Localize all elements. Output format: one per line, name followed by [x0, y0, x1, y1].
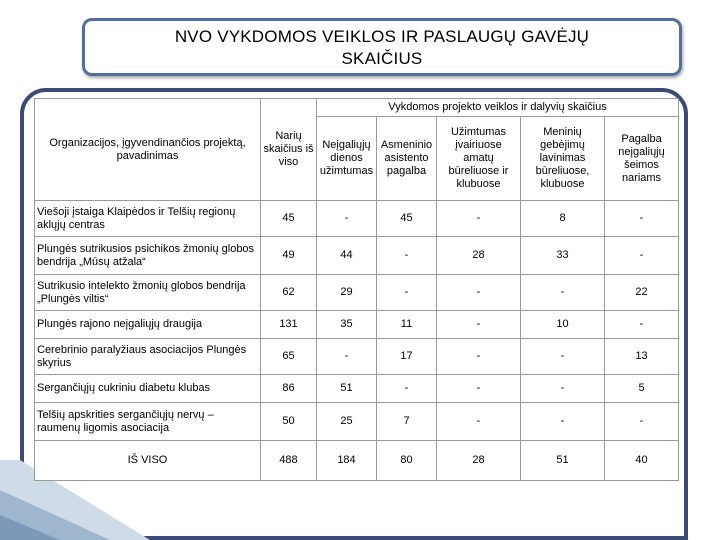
value-cell: 25	[317, 403, 377, 441]
value-cell: -	[437, 201, 521, 237]
value-cell: 29	[317, 275, 377, 311]
header-activities-group: Vykdomos projekto veiklos ir dalyvių skaičius	[317, 99, 679, 117]
value-cell: 65	[261, 339, 317, 375]
value-cell: -	[521, 375, 605, 403]
value-cell: 86	[261, 375, 317, 403]
value-cell: 10	[521, 311, 605, 339]
table-row	[35, 339, 679, 375]
header-total-members: Narių skaičius iš viso	[261, 99, 317, 201]
organization-name: Plungės rajono neįgaliųjų draugija	[35, 311, 261, 339]
value-cell: -	[317, 339, 377, 375]
organization-name: Cerebrinio paralyžiaus asociacijos Plungės skyrius	[35, 339, 261, 375]
value-cell: 45	[377, 201, 437, 237]
organization-name: Telšių apskrities sergančiųjų nervų – raumenų ligomis asociacija	[35, 403, 261, 441]
total-label: IŠ VISO	[35, 441, 261, 481]
value-cell: 50	[261, 403, 317, 441]
value-cell: 28	[437, 237, 521, 275]
value-cell: 51	[317, 375, 377, 403]
total-cell: 51	[521, 441, 605, 481]
total-cell: 488	[261, 441, 317, 481]
data-table	[34, 98, 679, 481]
value-cell: 22	[605, 275, 679, 311]
header-family-support: Pagalba neįgaliųjų šeimos nariams	[605, 117, 679, 201]
value-cell: 5	[605, 375, 679, 403]
total-row	[35, 441, 679, 481]
value-cell: 44	[317, 237, 377, 275]
value-cell: -	[605, 311, 679, 339]
value-cell: -	[377, 237, 437, 275]
total-cell: 184	[317, 441, 377, 481]
value-cell: -	[437, 339, 521, 375]
value-cell: -	[437, 311, 521, 339]
value-cell: 62	[261, 275, 317, 311]
organization-name: Sutrikusio intelekto žmonių globos bendrija „Plungės viltis“	[35, 275, 261, 311]
total-cell: 80	[377, 441, 437, 481]
value-cell: -	[521, 339, 605, 375]
value-cell: -	[605, 237, 679, 275]
value-cell: 13	[605, 339, 679, 375]
header-personal-assistant: Asmeninio asistento pagalba	[377, 117, 437, 201]
value-cell: 33	[521, 237, 605, 275]
title-box	[82, 18, 682, 76]
value-cell: 7	[377, 403, 437, 441]
value-cell: 11	[377, 311, 437, 339]
value-cell: -	[437, 403, 521, 441]
value-cell: -	[605, 403, 679, 441]
value-cell: -	[377, 275, 437, 311]
value-cell: 49	[261, 237, 317, 275]
header-organization: Organizacijos, įgyvendinančios projektą, pavadinimas	[35, 99, 261, 201]
value-cell: -	[437, 375, 521, 403]
value-cell: -	[605, 201, 679, 237]
table-row	[35, 201, 679, 237]
header-art-skills: Meninių gebėjimų lavinimas būreliuose, klubuose	[521, 117, 605, 201]
organization-name: Plungės sutrikusios psichikos žmonių globos bendrija „Mūsų atžala“	[35, 237, 261, 275]
value-cell: 131	[261, 311, 317, 339]
table-row	[35, 403, 679, 441]
total-cell: 28	[437, 441, 521, 481]
value-cell: 35	[317, 311, 377, 339]
value-cell: -	[521, 275, 605, 311]
title-line-1: NVO VYKDOMOS VEIKLOS IR PASLAUGŲ GAVĖJŲ	[174, 27, 590, 46]
header-crafts-clubs: Užimtumas įvairiuose amatų būreliuose ir klubuose	[437, 117, 521, 201]
value-cell: 8	[521, 201, 605, 237]
table-row	[35, 311, 679, 339]
organization-name: Viešoji įstaiga Klaipėdos ir Telšių regionų aklųjų centras	[35, 201, 261, 237]
title-line-2: SKAIČIUS	[341, 49, 423, 68]
table-row	[35, 375, 679, 403]
value-cell: -	[317, 201, 377, 237]
total-cell: 40	[605, 441, 679, 481]
value-cell: -	[437, 275, 521, 311]
table-row	[35, 275, 679, 311]
value-cell: -	[521, 403, 605, 441]
organization-name: Sergančiųjų cukriniu diabetu klubas	[35, 375, 261, 403]
value-cell: 45	[261, 201, 317, 237]
table-row	[35, 237, 679, 275]
header-day-care: Neįgaliųjų dienos užimtumas	[317, 117, 377, 201]
value-cell: -	[377, 375, 437, 403]
value-cell: 17	[377, 339, 437, 375]
